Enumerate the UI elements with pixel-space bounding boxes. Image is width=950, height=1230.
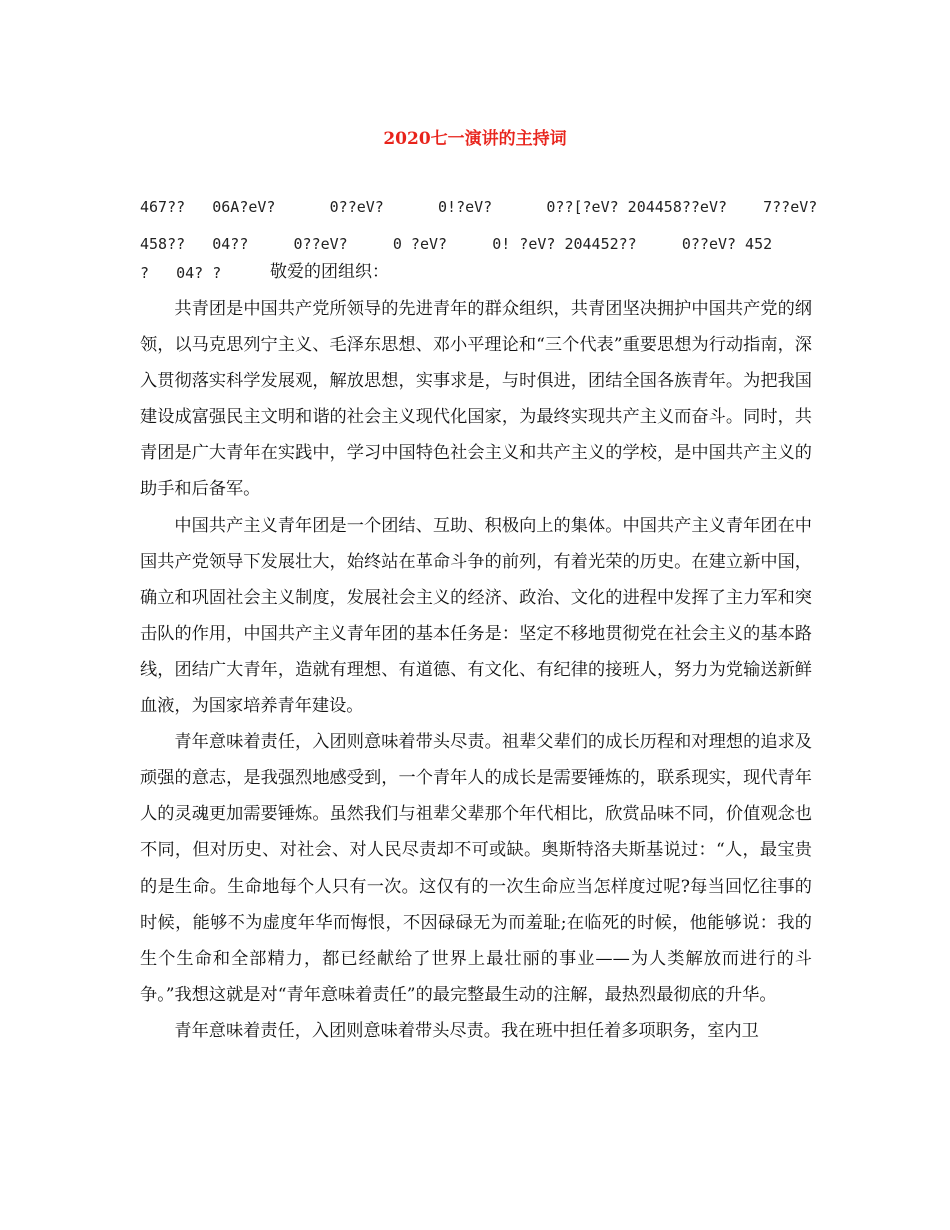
salutation: 敬爱的团组织： [270,262,389,282]
paragraph-3: 青年意味着责任，入团则意味着带头尽责。祖辈父辈们的成长历程和对理想的追求及顽强的意志，是我强烈地感受到，一个青年人的成长是需要锤炼的，联系现实，现代青年人的灵魂更加需要锤炼。虽然我们与祖辈父辈那个年代相比，欣赏品味不同，价值观念也不同，但对历史、对社会、对人民尽责却不可或缺。奥斯特洛夫斯基说过：“人，最宝贵的是生命。生命地每个人只有一次。这仅有的一次生命应当怎样度过呢?每当回忆往事的时候，能够不为虚度年华而悔恨，不因碌碌无为而羞耻;在临死的时候，他能够说：我的生个生命和全部精力，都已经献给了世界上最壮丽的事业——为人类解放而进行的斗争。”我想这就是对“青年意味着责任”的最完整最生动的注解，最热烈最彻底的升华。 [140,732,812,1005]
paragraph-4: 青年意味着责任，入团则意味着带头尽责。我在班中担任着多项职务，室内卫 [174,1020,759,1041]
paragraph-2: 中国共产主义青年团是一个团结、互助、积极向上的集体。中国共产主义青年团在中国共产党领导下发展壮大，始终站在革命斗争的前列，有着光荣的历史。在建立新中国，确立和巩固社会主义制度，发展社会主义的经济、政治、文化的进程中发挥了主力军和突击队的作用，中国共产主义青年团的基本任务是：坚定不移地贯彻党在社会主义的基本路线，团结广大青年，造就有理想、有道德、有文化、有纪律的接班人，努力为党输送新鲜血液，为国家培养青年建设。 [140,515,812,717]
document-body [140,291,812,1049]
garbled-text-line-3: ? 04? ? [140,264,222,282]
garbled-text-line-1: 467?? 06A?eV? 0??eV? 0!?eV? 0??[?eV? 204458??eV? 7??eV? [140,198,818,216]
paragraph-1: 共青团是中国共产党所领导的先进青年的群众组织，共青团坚决拥护中国共产党的纲领，以马克思列宁主义、毛泽东思想、邓小平理论和“三个代表”重要思想为行动指南，深入贯彻落实科学发展观，解放思想，实事求是，与时俱进，团结全国各族青年。为把我国建设成富强民主文明和谐的社会主义现代化国家，为最终实现共产主义而奋斗。同时，共青团是广大青年在实践中，学习中国特色社会主义和共产主义的学校，是中国共产主义的助手和后备军。 [140,299,812,500]
document-title: 2020七一演讲的主持词 [383,129,567,149]
garbled-text-line-2: 458?? 04?? 0??eV? 0 ?eV? 0! ?eV? 204452?? 0??eV? 452 [140,235,773,253]
